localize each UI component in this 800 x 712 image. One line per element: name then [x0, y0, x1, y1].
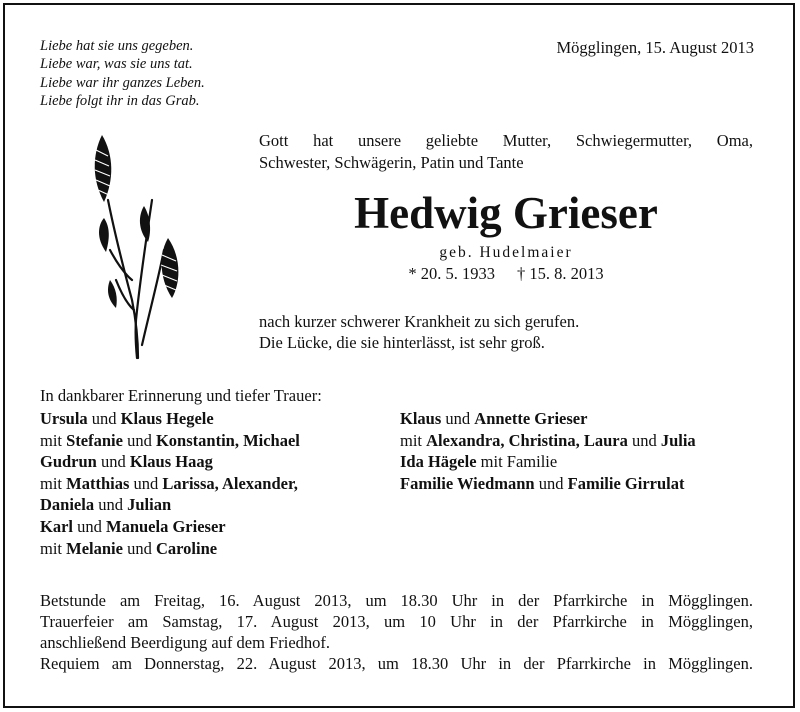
connector-text: und — [73, 516, 106, 536]
connector-text: und — [122, 538, 156, 558]
service-line: Requiem am Donnerstag, 22. August 2013, um 18.30 Uhr in der Pfarrkirche in Mögglingen. — [40, 654, 753, 673]
life-dates — [259, 264, 753, 284]
mourner-name: Manuela Grieser — [106, 516, 226, 536]
mourners-right-column — [400, 408, 696, 494]
mourner-name: Ida Hägele — [400, 452, 477, 472]
mourner-name: Melanie — [66, 538, 123, 558]
intro-line: Schwester, Schwägerin, Patin und Tante — [259, 153, 524, 172]
connector-text: und — [534, 473, 568, 493]
mourner-line — [400, 451, 696, 473]
mourner-line — [400, 473, 696, 495]
connector-text: mit — [40, 473, 67, 493]
connector-text: und — [627, 430, 661, 450]
mourner-name: Karl — [40, 516, 73, 536]
mourner-line — [40, 408, 300, 430]
poem-line: Liebe hat sie uns gegeben. — [40, 38, 194, 54]
service-line: Trauerfeier am Samstag, 17. August 2013, um 10 Uhr in der Pfarrkirche in Mögglingen, — [40, 612, 753, 631]
deceased-name: Hedwig Grieser — [354, 188, 658, 238]
poem — [40, 37, 205, 111]
connector-text: und — [441, 409, 475, 428]
mourner-line — [400, 430, 696, 452]
poem-line: Liebe war, was sie uns tat. — [40, 56, 193, 73]
mourner-name: Klaus Hegele — [120, 409, 214, 428]
mourner-name: Klaus — [400, 409, 442, 428]
service-line: anschließend Beerdigung auf dem Friedhof. — [40, 633, 331, 652]
mourner-name: Familie Girrulat — [567, 473, 685, 493]
mourner-name: Konstantin, Michael — [155, 430, 300, 450]
mourners-heading: In dankbarer Erinnerung und tiefer Trauer: — [40, 386, 322, 405]
mourner-line — [40, 430, 300, 452]
mourner-line — [40, 538, 300, 560]
birth-date: * 20. 5. 1933 — [408, 264, 495, 283]
death-date: † 15. 8. 2013 — [517, 264, 604, 283]
mourner-line — [40, 516, 300, 538]
connector-text: mit — [40, 430, 67, 450]
place-date: Mögglingen, 15. August 2013 — [556, 38, 754, 57]
mourner-name: Klaus Haag — [129, 452, 213, 472]
service-line: Betstunde am Freitag, 16. August 2013, um 18.30 Uhr in der Pfarrkirche in Mögglingen. — [40, 591, 753, 610]
connector-text: und — [122, 430, 156, 450]
birth-name: geb. Hudelmaier — [439, 244, 573, 261]
mourner-line — [40, 451, 300, 473]
connector-text: mit — [40, 538, 67, 558]
mourner-name: Alexandra, Christina, Laura — [426, 430, 628, 450]
connector-text: und — [96, 452, 130, 472]
intro-line: Gott hat unsere geliebte Mutter, Schwiegermutter, Oma, — [259, 131, 753, 150]
mourner-name: Matthias — [66, 473, 130, 493]
mourner-name: Stefanie — [66, 430, 123, 450]
mourner-name: Gudrun — [40, 452, 97, 472]
called-home-text — [259, 311, 579, 353]
poem-line: Liebe folgt ihr in das Grab. — [40, 93, 200, 110]
mourner-name: Ursula — [40, 409, 88, 428]
wheat-icon — [80, 130, 190, 360]
mourner-name: Julia — [660, 430, 696, 450]
connector-text: mit Familie — [476, 452, 558, 472]
mourners-left-column — [40, 408, 300, 559]
intro-text — [259, 130, 753, 174]
mourner-name: Annette Grieser — [474, 409, 588, 428]
mourner-name: Larissa, Alexander, — [162, 473, 298, 493]
mourner-line — [400, 408, 696, 430]
service-info — [40, 590, 753, 674]
connector-text: mit — [400, 430, 427, 450]
mourner-line — [40, 494, 300, 516]
called-line: Die Lücke, die sie hinterlässt, ist sehr groß. — [259, 333, 545, 352]
mourner-name: Daniela — [40, 495, 95, 515]
called-line: nach kurzer schwerer Krankheit zu sich gerufen. — [259, 312, 580, 331]
mourner-name: Familie Wiedmann — [400, 473, 535, 493]
connector-text: und — [87, 409, 121, 428]
connector-text: und — [129, 473, 163, 493]
mourner-line — [40, 473, 300, 495]
connector-text: und — [94, 495, 128, 515]
poem-line: Liebe war ihr ganzes Leben. — [40, 74, 205, 91]
mourner-name: Caroline — [155, 538, 218, 558]
mourner-name: Julian — [127, 495, 172, 515]
